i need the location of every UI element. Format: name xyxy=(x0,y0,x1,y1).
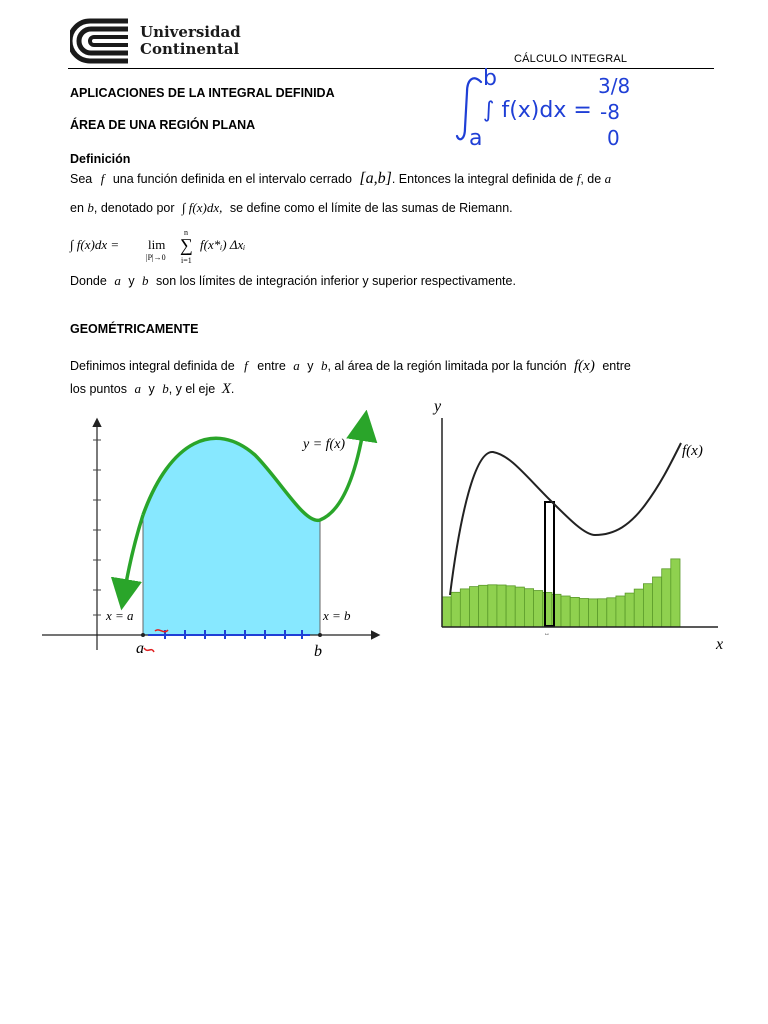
handwriting-expression: ∫ f(x)dx = xyxy=(483,98,592,123)
riemann-bar xyxy=(671,559,680,627)
text: en xyxy=(70,201,84,215)
formula-lhs: ∫ f(x)dx = xyxy=(70,237,120,252)
riemann-bar xyxy=(515,587,524,627)
riemann-bar xyxy=(470,587,479,627)
text: , denotado por xyxy=(93,201,175,215)
formula-sum-bottom: i=1 xyxy=(181,256,192,265)
riemann-bar xyxy=(534,591,543,628)
geometry-heading: GEOMÉTRICAMENTE xyxy=(70,322,199,336)
riemann-bar xyxy=(506,586,515,627)
formula-sum: ∑ xyxy=(180,235,193,255)
text: y xyxy=(148,382,155,396)
handwriting-answer-3: 0 xyxy=(607,126,620,150)
math-b: b xyxy=(142,273,149,288)
text: . Entonces la integral definida de xyxy=(391,172,574,186)
logo-line-1: Universidad xyxy=(140,23,241,41)
logo-line-2: Continental xyxy=(140,40,240,58)
riemann-bars xyxy=(442,559,680,627)
formula-sum-top: n xyxy=(184,228,188,237)
riemann-bar xyxy=(497,585,506,627)
curve-label: f(x) xyxy=(682,443,703,459)
definition-heading: Definición xyxy=(70,152,131,166)
riemann-bar xyxy=(460,589,469,627)
area-under-curve-figure xyxy=(40,410,390,660)
document-subtitle: ÁREA DE UNA REGIÓN PLANA xyxy=(70,118,256,132)
handwritten-annotation xyxy=(455,66,675,155)
handwriting-answer-1: 3/8 xyxy=(598,74,631,98)
math-X: X xyxy=(221,381,231,397)
math-a: a xyxy=(114,273,121,288)
course-title: CÁLCULO INTEGRAL xyxy=(514,53,628,65)
text: una función definida en el intervalo cerrado xyxy=(112,172,352,186)
shaded-area xyxy=(143,438,320,635)
math-f: f xyxy=(100,171,105,186)
text: , y el eje xyxy=(168,382,216,396)
formula-lim: lim xyxy=(148,237,166,252)
riemann-bar xyxy=(451,592,460,627)
math-integral: ∫ f(x)dx, xyxy=(182,200,223,215)
riemann-bar xyxy=(653,577,662,627)
handwriting-upper: b xyxy=(483,66,497,91)
riemann-bar xyxy=(524,589,533,627)
riemann-bar xyxy=(479,585,488,627)
definition-line-2 xyxy=(70,200,513,216)
text: entre xyxy=(602,359,631,373)
function-curve xyxy=(450,443,681,595)
tick-label-b: b xyxy=(314,643,322,660)
dx-marker: ↔ xyxy=(544,631,550,637)
math-f: f xyxy=(576,171,581,186)
riemann-bar xyxy=(643,584,652,627)
math-a: a xyxy=(134,381,141,396)
text: y xyxy=(307,359,314,373)
definition-line-3 xyxy=(70,273,516,289)
handwriting-answer-2: -8 xyxy=(600,100,620,124)
riemann-bar xyxy=(488,585,497,627)
tick-label-a: a xyxy=(136,640,144,657)
y-axis-label: y xyxy=(434,398,442,415)
definition-line-1 xyxy=(70,171,611,187)
function-curve-left xyxy=(123,515,143,600)
geometry-line-1 xyxy=(70,358,631,374)
math-a: a xyxy=(293,358,300,373)
riemann-bar xyxy=(589,599,598,627)
riemann-formula xyxy=(70,228,290,271)
university-logo xyxy=(70,17,132,65)
text: Definimos integral definida de xyxy=(70,359,235,373)
formula-rhs: f(x*ᵢ) Δxᵢ xyxy=(200,237,246,252)
label-x-a: x = a xyxy=(106,608,134,623)
math-a: a xyxy=(604,171,612,186)
riemann-sum-figure xyxy=(425,395,735,660)
riemann-bar xyxy=(625,593,634,627)
logo-mark-icon xyxy=(70,17,132,65)
math-b: b xyxy=(87,200,94,215)
riemann-bar xyxy=(579,599,588,628)
math-fx: f(x) xyxy=(574,358,595,374)
text: se define como el límite de las sumas de Riemann. xyxy=(229,201,513,215)
text: . xyxy=(230,382,235,396)
riemann-bar xyxy=(598,599,607,627)
math-interval: [a,b] xyxy=(359,170,392,187)
handwriting-lower: a xyxy=(469,126,483,151)
text: los puntos xyxy=(70,382,127,396)
curve-label: y = f(x) xyxy=(303,437,346,452)
riemann-bar xyxy=(442,597,451,627)
math-b: b xyxy=(162,381,169,396)
text: Donde xyxy=(70,274,107,288)
text: entre xyxy=(257,359,286,373)
label-x-b: x = b xyxy=(323,608,351,623)
text: y xyxy=(128,274,135,288)
riemann-bar xyxy=(607,598,616,627)
text: , de xyxy=(580,172,602,186)
header-rule xyxy=(68,68,714,69)
document-title: APLICACIONES DE LA INTEGRAL DEFINIDA xyxy=(70,86,335,100)
geometry-line-2 xyxy=(70,381,234,397)
riemann-bar xyxy=(616,596,625,627)
math-f: f xyxy=(244,358,248,373)
text: , al área de la región limitada por la función xyxy=(327,359,567,373)
riemann-bar xyxy=(662,569,671,627)
handwritten-red-mark xyxy=(144,648,154,652)
text: Sea xyxy=(70,172,93,186)
text: son los límites de integración inferior y superior respectivamente. xyxy=(156,274,516,288)
formula-lim-sub: |P|→0 xyxy=(146,253,166,262)
x-axis-label: x xyxy=(716,636,724,653)
riemann-bar xyxy=(570,597,579,627)
riemann-bar xyxy=(561,596,570,627)
math-b: b xyxy=(320,358,328,373)
riemann-bar xyxy=(634,589,643,627)
